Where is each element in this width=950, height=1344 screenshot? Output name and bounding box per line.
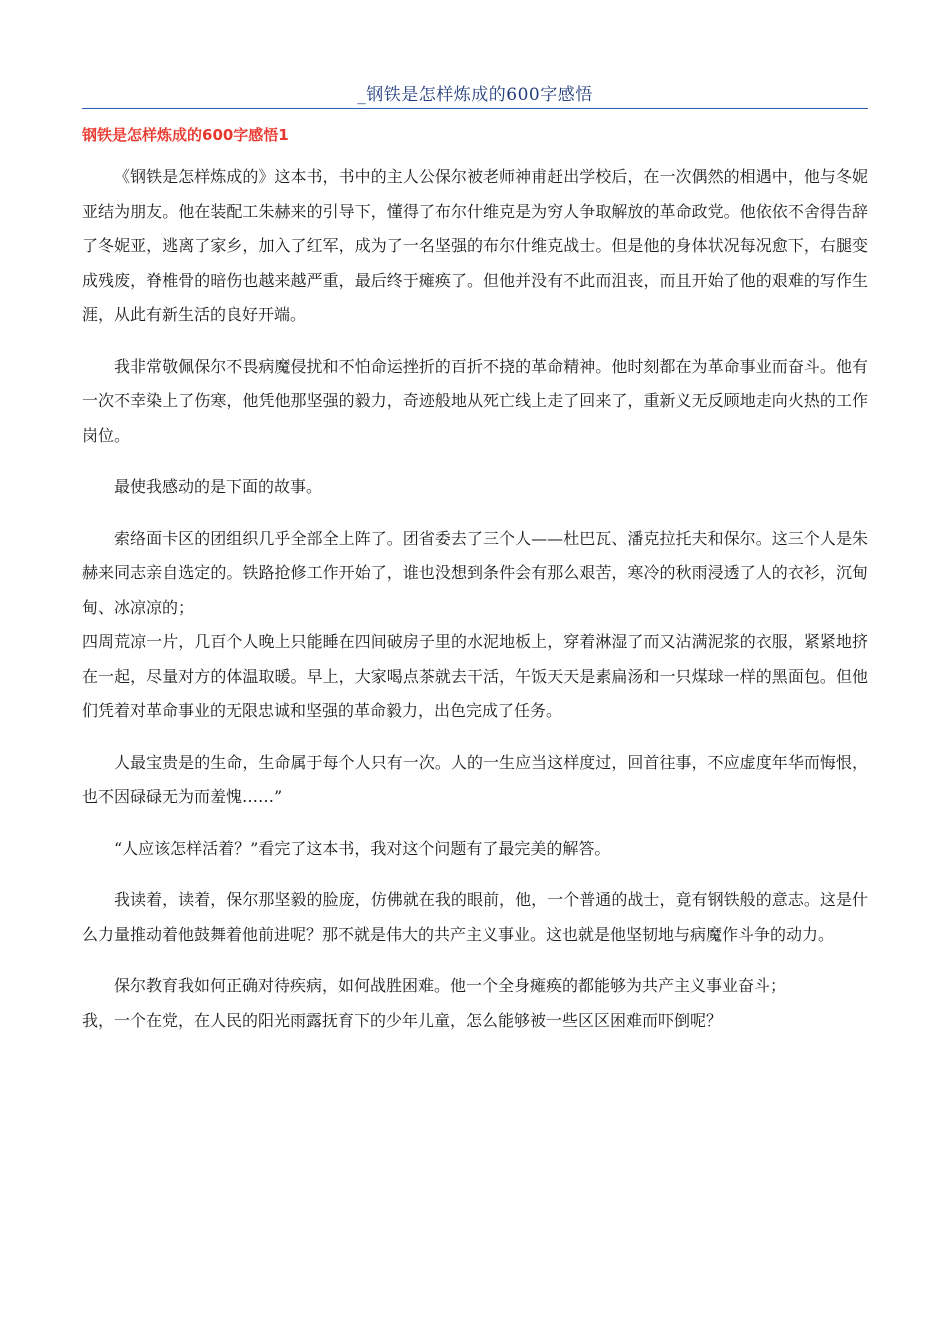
paragraph: 保尔教育我如何正确对待疾病，如何战胜困难。他一个全身瘫痪的都能够为共产主义事业奋斗；	[114, 976, 787, 995]
paragraph: 我，一个在党，在人民的阳光雨露抚育下的少年儿童，怎么能够被一些区区困难而吓倒呢？	[82, 1010, 723, 1030]
paragraph: 人最宝贵是的生命，生命属于每个人只有一次。人的一生应当这样度过，回首往事，不应虚度年华而悔恨，也不因碌碌无为而羞愧……”	[82, 752, 868, 806]
paragraph: 我非常敬佩保尔不畏病魔侵扰和不怕命运挫折的百折不挠的革命精神。他时刻都在为革命事业而奋斗。他有一次不幸染上了伤寒，他凭他那坚强的毅力，奇迹般地从死亡线上走了回来了，重新义无反顾地走向火热的工作岗位。	[82, 356, 868, 445]
paragraph: 我读着，读着，保尔那坚毅的脸庞，仿佛就在我的眼前，他，一个普通的战士，竟有钢铁般的意志。这是什么力量推动着他鼓舞着他前进呢？那不就是伟大的共产主义事业。这也就是他坚韧地与病魔作斗争的动力。	[82, 890, 868, 944]
paragraph: “人应该怎样活着？”看完了这本书，我对这个问题有了最完美的解答。	[114, 838, 611, 858]
paragraph: 索络面卡区的团组织几乎全部全上阵了。团省委去了三个人——杜巴瓦、潘克拉托夫和保尔。这三个人是朱赫来同志亲自选定的。铁路抢修工作开始了，谁也没想到条件会有那么艰苦，寒冷的秋雨浸透了人的衣衫，沉甸甸、冰凉凉的；	[82, 528, 868, 617]
article-body	[82, 160, 868, 1055]
page-header-title: _钢铁是怎样炼成的600字感悟	[357, 85, 593, 105]
paragraph: 最使我感动的是下面的故事。	[114, 477, 323, 496]
paragraph: 《钢铁是怎样炼成的》这本书，书中的主人公保尔被老师神甫赶出学校后，在一次偶然的相遇中，他与冬妮亚结为朋友。他在装配工朱赫来的引导下，懂得了布尔什维克是为穷人争取解放的革命政党。他依依不舍得告辞了冬妮亚，逃离了家乡，加入了红军，成为了一名坚强的布尔什维克战士。但是他的身体状况每况愈下，右腿变成残废，脊椎骨的暗伤也越来越严重，最后终于瘫痪了。但他并没有不此而沮丧，而且开始了他的艰难的写作生涯，从此有新生活的良好开端。	[82, 167, 868, 324]
header-divider	[82, 108, 868, 109]
paragraph: 四周荒凉一片，几百个人晚上只能睡在四间破房子里的水泥地板上，穿着淋湿了而又沾满泥浆的衣服，紧紧地挤在一起，尽量对方的体温取暖。早上，大家喝点茶就去干活，午饭天天是素扁汤和一只煤球一样的黑面包。但他们凭着对革命事业的无限忠诚和坚强的革命毅力，出色完成了任务。	[82, 632, 868, 720]
section-title: 钢铁是怎样炼成的600字感悟1	[82, 126, 289, 144]
